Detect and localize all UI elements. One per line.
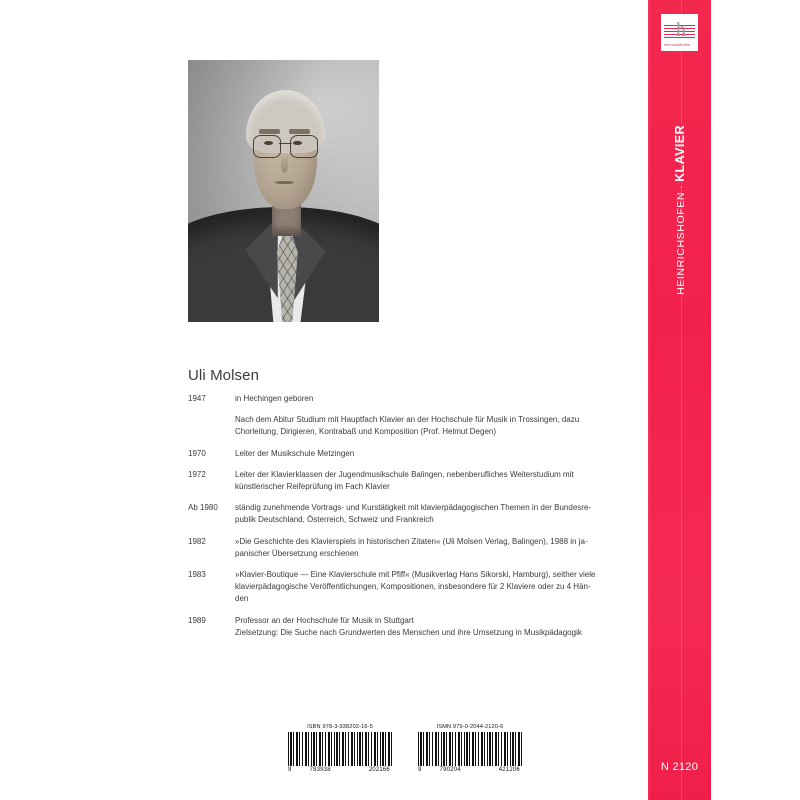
photo-grain-overlay: [188, 60, 379, 322]
biography-entry-year: 1989: [188, 615, 206, 625]
plate-number: N 2120: [660, 761, 699, 773]
biography-entry: [188, 414, 636, 438]
isbn-barcode-digits: [288, 767, 392, 773]
biography-entry-text: [235, 393, 636, 405]
spine-publisher-name: HEINRICHSHOFEN: [674, 191, 687, 295]
biography-entry-year: 1982: [188, 536, 206, 546]
biography-entry-line: in Hechingen geboren: [235, 394, 314, 403]
biography-entry-line: den: [235, 594, 249, 604]
logo-wordmark: heinrichshofen: [664, 43, 691, 47]
spine-text-group: [648, 95, 711, 325]
biography-entry-line: Leiter der Musikschule Metzingen: [235, 448, 355, 458]
ismn-digit-group-1: 9: [418, 767, 422, 773]
red-spine-panel: [648, 0, 711, 800]
biography-entry: [188, 536, 636, 560]
biography-entry-line: künstlerischer Reifeprüfung im Fach Klavier: [235, 482, 390, 492]
spine-series-name: KLAVIER: [672, 125, 687, 182]
isbn-digit-group-3: 202166: [368, 767, 390, 773]
biography-entry-year: 1972: [188, 469, 206, 479]
biography-entry-text: [235, 615, 636, 639]
biography-entry-text: [235, 502, 636, 526]
biography-entry: [188, 469, 636, 493]
biography-entry-list: [188, 393, 636, 639]
biography-entry: [188, 502, 636, 526]
publisher-logo-icon: [661, 14, 698, 51]
logo-letter-h: h: [676, 19, 686, 41]
biography-entry-line: klavierpädagogische Veröffentlichungen, Kompositionen, insbesondere für 2 Klaviere oder zu 4 Hän-: [235, 582, 591, 592]
biography-entry-year: 1983: [188, 570, 206, 580]
biography-entry-line: »Klavier-Boutique — Eine Klavierschule mit Pfiff« (Musikverlag Hans Sikorski, Hamburg), seither viele: [235, 570, 596, 580]
spine-separator: ·: [674, 184, 687, 189]
biography-entry: [188, 615, 636, 639]
biography-entry-text: [235, 569, 636, 606]
biography-entry-line: ständig zunehmende Vortrags- und Kurstätigkeit mit klavierpädagogischen Themen in der Bundesre-: [235, 503, 592, 513]
ismn-digit-group-3: 421206: [498, 767, 520, 773]
isbn-barcode-bars: [288, 732, 392, 766]
biography-entry-text: [235, 536, 636, 560]
ismn-digit-group-2: 790204: [439, 767, 461, 773]
biography-entry-line: Leiter der Klavierklassen der Jugendmusikschule Balingen, nebenberufliches Weiterstudium mit: [235, 469, 574, 479]
ismn-barcode-digits: [418, 767, 522, 773]
ismn-barcode-bars: [418, 732, 522, 766]
biography-entry-year: Ab 1980: [188, 503, 218, 513]
biography-entry-year: 1970: [188, 448, 206, 458]
biography-entry-text: [235, 448, 636, 460]
author-portrait-photo: [188, 60, 379, 322]
biography-entry-line: Chorleitung, Dirigieren, Kontrabaß und Komposition (Prof. Helmut Degen): [235, 427, 497, 437]
biography-entry-line: Zielsetzung: Die Suche nach Grundwerten des Menschen und ihre Umsetzung in Musikpädagogik: [235, 627, 582, 637]
biography-entry: [188, 393, 636, 405]
author-name: Uli Molsen: [188, 367, 260, 384]
isbn-digit-group-1: 9: [288, 767, 292, 773]
biography-entry: [188, 569, 636, 606]
biography-entry: [188, 448, 636, 460]
spine-vertical-text: [673, 125, 687, 295]
biography-block: [188, 367, 636, 648]
ismn-barcode: [418, 724, 522, 773]
biography-entry-text: [235, 469, 636, 493]
isbn-barcode: [288, 724, 392, 773]
isbn-caption: ISBN 978-3-938202-16-5: [307, 724, 373, 730]
isbn-digit-group-2: 783938: [309, 767, 331, 773]
biography-entry-year: 1947: [188, 394, 206, 403]
biography-entry-line: panischer Übersetzung erschienen: [235, 548, 359, 558]
biography-entry-line: Professor an der Hochschule für Musik in Stuttgart: [235, 615, 414, 625]
biography-entry-line: »Die Geschichte des Klavierspiels in historischen Zitaten« (Uli Molsen Verlag, Balingen), 1988 in ja-: [235, 536, 588, 546]
ismn-caption: ISMN 979-0-2044-2120-6: [436, 724, 504, 730]
biography-entry-text: [235, 414, 636, 438]
biography-entry-line: Nach dem Abitur Studium mit Hauptfach Klavier an der Hochschule für Musik in Trossingen, dazu: [235, 415, 580, 425]
biography-entry-line: publik Deutschland, Österreich, Schweiz und Frankreich: [235, 515, 434, 525]
